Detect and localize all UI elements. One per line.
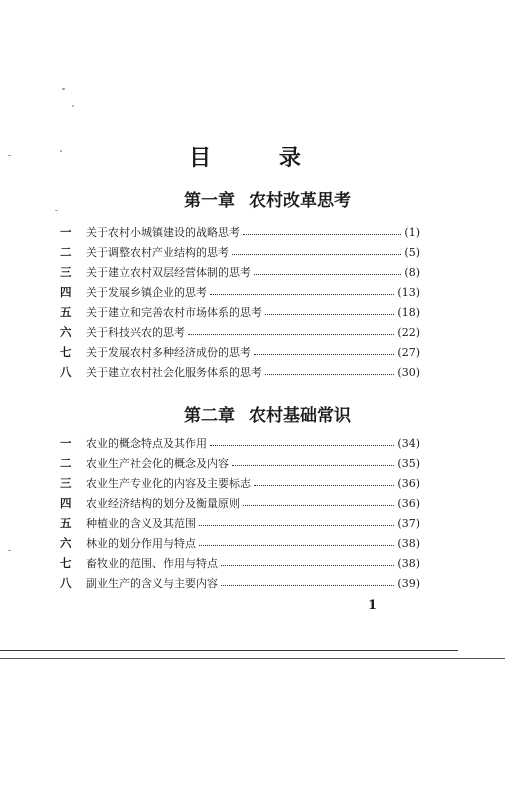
entry-index: 二 <box>60 456 72 470</box>
entry-index: 二 <box>60 245 72 259</box>
entry-text: 畜牧业的范围、作用与特点 <box>86 557 218 570</box>
entry-index: 六 <box>60 325 72 339</box>
entry-page: (5) <box>404 245 420 259</box>
toc-entry[interactable] <box>60 495 420 511</box>
entry-page: (8) <box>404 265 420 279</box>
entry-index: 三 <box>60 265 72 279</box>
toc-entry[interactable] <box>60 455 420 471</box>
dot-leader <box>265 313 394 315</box>
entry-page: (30) <box>397 365 420 379</box>
chapter-1-number: 第一章 <box>184 191 235 211</box>
entry-index: 八 <box>60 365 72 379</box>
entry-text: 农业生产社会化的概念及内容 <box>86 457 229 470</box>
dot-leader <box>243 233 401 235</box>
toc-entry[interactable] <box>60 344 420 360</box>
entry-page: (38) <box>397 536 420 550</box>
page-edge-line <box>0 650 458 651</box>
scan-speck <box>8 550 11 551</box>
dot-leader <box>199 524 394 526</box>
dot-leader <box>265 373 394 375</box>
chapter-2-heading <box>0 401 505 426</box>
entry-text: 关于建立农村双层经营体制的思考 <box>86 266 251 279</box>
entry-page: (13) <box>397 285 420 299</box>
entry-page: (36) <box>397 476 420 490</box>
toc-entry[interactable] <box>60 364 420 380</box>
dot-leader <box>199 544 394 546</box>
toc-entry[interactable] <box>60 284 420 300</box>
entry-text: 关于发展农村多种经济成份的思考 <box>86 346 251 359</box>
entry-index: 八 <box>60 576 72 590</box>
entry-text: 关于建立和完善农村市场体系的思考 <box>86 306 262 319</box>
scan-speck <box>62 88 65 90</box>
chapter-2-number: 第二章 <box>184 406 235 426</box>
page-edge-line <box>0 658 505 659</box>
entry-index: 四 <box>60 285 72 299</box>
dot-leader <box>210 444 394 446</box>
toc-entry[interactable] <box>60 324 420 340</box>
page-number: 1 <box>368 598 378 613</box>
toc-entry[interactable] <box>60 304 420 320</box>
entry-page: (35) <box>397 456 420 470</box>
chapter-1-title: 农村改革思考 <box>249 191 351 211</box>
entry-text: 关于建立农村社会化服务体系的思考 <box>86 366 262 379</box>
toc-entry[interactable] <box>60 224 420 240</box>
entry-text: 关于科技兴农的思考 <box>86 326 185 339</box>
entry-index: 七 <box>60 556 72 570</box>
entry-page: (1) <box>404 225 420 239</box>
scan-speck <box>72 105 74 107</box>
entry-page: (27) <box>397 345 420 359</box>
entry-text: 农业的概念特点及其作用 <box>86 437 207 450</box>
entry-index: 四 <box>60 496 72 510</box>
entry-index: 一 <box>60 436 72 450</box>
entry-page: (36) <box>397 496 420 510</box>
entry-page: (22) <box>397 325 420 339</box>
dot-leader <box>254 353 394 355</box>
chapter-1-heading <box>0 186 505 211</box>
toc-entry[interactable] <box>60 264 420 280</box>
entry-index: 六 <box>60 536 72 550</box>
entry-text: 种植业的含义及其范围 <box>86 517 196 530</box>
toc-entry[interactable] <box>60 555 420 571</box>
toc-entry[interactable] <box>60 535 420 551</box>
entry-page: (38) <box>397 556 420 570</box>
dot-leader <box>254 273 401 275</box>
toc-entry[interactable] <box>60 475 420 491</box>
entry-index: 五 <box>60 305 72 319</box>
entry-index: 五 <box>60 516 72 530</box>
entry-text: 副业生产的含义与主要内容 <box>86 577 218 590</box>
entry-text: 关于发展乡镇企业的思考 <box>86 286 207 299</box>
toc-entry[interactable] <box>60 244 420 260</box>
toc-entry[interactable] <box>60 515 420 531</box>
toc-title: 目 录 <box>189 145 331 171</box>
dot-leader <box>232 253 401 255</box>
entry-page: (18) <box>397 305 420 319</box>
dot-leader <box>243 504 394 506</box>
entry-page: (37) <box>397 516 420 530</box>
entry-text: 关于农村小城镇建设的战略思考 <box>86 226 240 239</box>
dot-leader <box>221 564 394 566</box>
dot-leader <box>210 293 394 295</box>
entry-index: 七 <box>60 345 72 359</box>
entry-text: 关于调整农村产业结构的思考 <box>86 246 229 259</box>
dot-leader <box>188 333 394 335</box>
dot-leader <box>221 584 394 586</box>
toc-entry[interactable] <box>60 575 420 591</box>
entry-index: 三 <box>60 476 72 490</box>
entry-text: 农业经济结构的划分及衡量原则 <box>86 497 240 510</box>
entry-index: 一 <box>60 225 72 239</box>
entry-page: (34) <box>397 436 420 450</box>
dot-leader <box>232 464 394 466</box>
toc-entry[interactable] <box>60 435 420 451</box>
chapter-2-title: 农村基础常识 <box>249 406 351 426</box>
dot-leader <box>254 484 394 486</box>
entry-text: 农业生产专业化的内容及主要标志 <box>86 477 251 490</box>
entry-text: 林业的划分作用与特点 <box>86 537 196 550</box>
entry-page: (39) <box>397 576 420 590</box>
